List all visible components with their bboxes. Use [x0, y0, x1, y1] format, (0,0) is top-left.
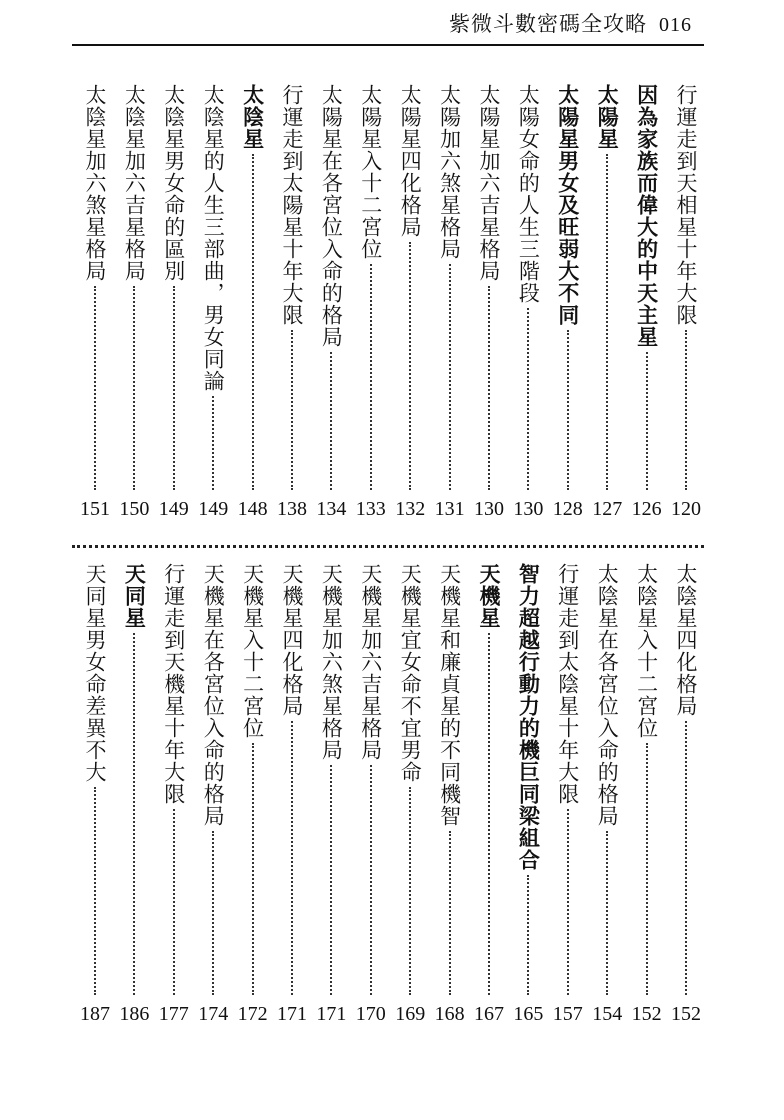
leader-dots [606, 154, 608, 490]
toc-entry[interactable] [668, 563, 704, 1033]
toc-page-number: 174 [198, 1003, 229, 1025]
toc-entry-title: 行運走到天機星十年大限 [161, 563, 186, 805]
toc-heading[interactable] [629, 84, 665, 524]
toc-entry[interactable] [550, 563, 586, 1033]
toc-entry-title: 太陽女命的人生三階段 [516, 84, 541, 304]
toc-entry[interactable] [313, 84, 349, 524]
leader-dots [409, 242, 411, 490]
leader-dots [133, 633, 135, 995]
leader-dots [488, 286, 490, 490]
toc-entry-title: 太陽星加六吉星格局 [477, 84, 501, 282]
toc-entry-title: 太陰星入十二宮位 [634, 563, 659, 739]
leader-dots [173, 809, 175, 995]
toc-entry[interactable] [471, 84, 507, 524]
toc-page-number: 126 [631, 498, 662, 520]
toc-page-number: 130 [513, 498, 544, 520]
toc-entry-title: 天機星在各宮位入命的格局 [201, 563, 226, 827]
toc-page-number: 165 [513, 1003, 544, 1025]
toc-entry[interactable] [156, 563, 192, 1033]
toc-page-number: 128 [552, 498, 583, 520]
toc-page-number: 151 [80, 498, 110, 520]
toc-entry[interactable] [432, 563, 468, 1033]
toc-entry-title: 天機星宜女命不宜男命 [398, 563, 423, 783]
toc-entry-title: 行運走到天相星十年大限 [674, 84, 698, 326]
leader-dots [449, 831, 451, 995]
toc-page-number: 177 [158, 1003, 189, 1025]
toc-entry[interactable] [195, 84, 231, 524]
toc-entry-title: 行運走到太陽星十年大限 [280, 84, 304, 326]
toc-page-number: 172 [237, 1003, 268, 1025]
running-header [449, 8, 692, 38]
toc-entry[interactable] [195, 563, 231, 1033]
leader-dots [449, 264, 451, 490]
leader-dots [291, 330, 293, 490]
toc-entry-title: 太陰星在各宮位入命的格局 [595, 563, 620, 827]
toc-entry[interactable] [353, 84, 389, 524]
toc-page-number: 154 [592, 1003, 623, 1025]
toc-entry-title: 天機星加六吉星格局 [358, 563, 383, 761]
toc-entry[interactable] [392, 563, 428, 1033]
toc-page-number: 149 [158, 498, 189, 520]
toc-page-number: 152 [631, 1003, 662, 1025]
toc-entry-title: 智力超越行動力的機巨同梁組合 [516, 563, 541, 871]
toc-entry-title: 天機星和廉貞星的不同機智 [437, 563, 462, 827]
toc-entry-title: 太陰星 [240, 84, 265, 150]
toc-page-number: 152 [671, 1003, 701, 1025]
leader-dots [133, 286, 135, 490]
toc-entry[interactable] [156, 84, 192, 524]
toc-entry-title: 太陽加六煞星格局 [437, 84, 462, 260]
toc-columns-bottom [72, 563, 704, 1033]
toc-entry[interactable] [77, 84, 113, 524]
toc-columns-top [72, 84, 704, 524]
toc-entry[interactable] [77, 563, 113, 1033]
toc-entry-title: 天機星入十二宮位 [240, 563, 265, 739]
toc-entry-title: 太陽星在各宮位入命的格局 [319, 84, 344, 348]
toc-entry-title: 天同星男女命差異不大 [83, 563, 107, 783]
leader-dots [409, 787, 411, 995]
toc-page-number: 171 [316, 1003, 347, 1025]
toc-entry[interactable] [510, 84, 546, 524]
leader-dots [527, 875, 529, 995]
leader-dots [94, 787, 96, 995]
leader-dots [488, 633, 490, 995]
toc-entry[interactable] [353, 563, 389, 1033]
toc-page-number: 150 [119, 498, 150, 520]
leader-dots [685, 721, 687, 995]
section-divider [72, 545, 704, 548]
toc-page-number: 171 [277, 1003, 307, 1025]
toc-entry-title: 太陰星四化格局 [674, 563, 698, 717]
toc-section-top [72, 84, 704, 524]
toc-heading[interactable] [589, 84, 625, 524]
toc-entry-title: 太陰星加六吉星格局 [122, 84, 147, 282]
leader-dots [252, 154, 254, 490]
toc-entry[interactable] [629, 563, 665, 1033]
toc-page-number: 127 [592, 498, 623, 520]
toc-entry-title: 太陰星加六煞星格局 [83, 84, 107, 282]
toc-entry-title: 天同星 [122, 563, 147, 629]
leader-dots [646, 743, 648, 995]
toc-entry-title: 太陰星男女命的區別 [161, 84, 186, 282]
leader-dots [370, 264, 372, 490]
leader-dots [606, 831, 608, 995]
toc-entry-title: 天機星 [477, 563, 501, 629]
leader-dots [527, 308, 529, 490]
leader-dots [685, 330, 687, 490]
toc-entry-title: 太陽星 [595, 84, 620, 150]
toc-entry-title: 太陰星的人生三部曲，男女同論 [201, 84, 226, 392]
toc-page-number: 134 [316, 498, 347, 520]
toc-entry-title: 行運走到太陰星十年大限 [555, 563, 580, 805]
book-title: 紫微斗數密碼全攻略 [449, 12, 647, 36]
leader-dots [567, 809, 569, 995]
leader-dots [646, 352, 648, 490]
toc-heading[interactable] [235, 84, 271, 524]
toc-page-number: 133 [355, 498, 386, 520]
toc-entry[interactable] [235, 563, 271, 1033]
toc-page-number: 187 [80, 1003, 110, 1025]
toc-page-number: 167 [474, 1003, 504, 1025]
toc-entry[interactable] [274, 84, 310, 524]
toc-entry[interactable] [668, 84, 704, 524]
toc-entry[interactable] [274, 563, 310, 1033]
leader-dots [567, 330, 569, 490]
toc-entry[interactable] [116, 84, 152, 524]
leader-dots [173, 286, 175, 490]
toc-entry-title: 太陽星男女及旺弱大不同 [555, 84, 580, 326]
toc-page-number: 131 [434, 498, 465, 520]
leader-dots [370, 765, 372, 995]
leader-dots [291, 721, 293, 995]
toc-entry-title: 天機星加六煞星格局 [319, 563, 344, 761]
header-rule [72, 44, 704, 46]
leader-dots [94, 286, 96, 490]
toc-page-number: 149 [198, 498, 229, 520]
leader-dots [330, 352, 332, 490]
toc-page-number: 168 [434, 1003, 465, 1025]
toc-page-number: 120 [671, 498, 701, 520]
toc-page-number: 138 [277, 498, 307, 520]
leader-dots [212, 831, 214, 995]
toc-heading[interactable] [471, 563, 507, 1033]
toc-heading[interactable] [510, 563, 546, 1033]
toc-page-number: 148 [237, 498, 268, 520]
toc-entry[interactable] [432, 84, 468, 524]
toc-page-number: 170 [355, 1003, 386, 1025]
toc-entry-title: 太陽星入十二宮位 [358, 84, 383, 260]
toc-page-number: 186 [119, 1003, 150, 1025]
leader-dots [252, 743, 254, 995]
toc-page-number: 169 [395, 1003, 426, 1025]
page-number: 016 [659, 14, 692, 36]
toc-entry-title: 天機星四化格局 [280, 563, 304, 717]
toc-page-number: 132 [395, 498, 426, 520]
toc-entry[interactable] [313, 563, 349, 1033]
toc-section-bottom [72, 563, 704, 1033]
toc-entry[interactable] [392, 84, 428, 524]
toc-page-number: 157 [552, 1003, 583, 1025]
toc-heading[interactable] [550, 84, 586, 524]
toc-entry[interactable] [589, 563, 625, 1033]
toc-page-number: 130 [474, 498, 504, 520]
leader-dots [212, 396, 214, 490]
toc-heading[interactable] [116, 563, 152, 1033]
toc-entry-title: 因為家族而偉大的中天主星 [634, 84, 659, 348]
leader-dots [330, 765, 332, 995]
toc-entry-title: 太陽星四化格局 [398, 84, 423, 238]
